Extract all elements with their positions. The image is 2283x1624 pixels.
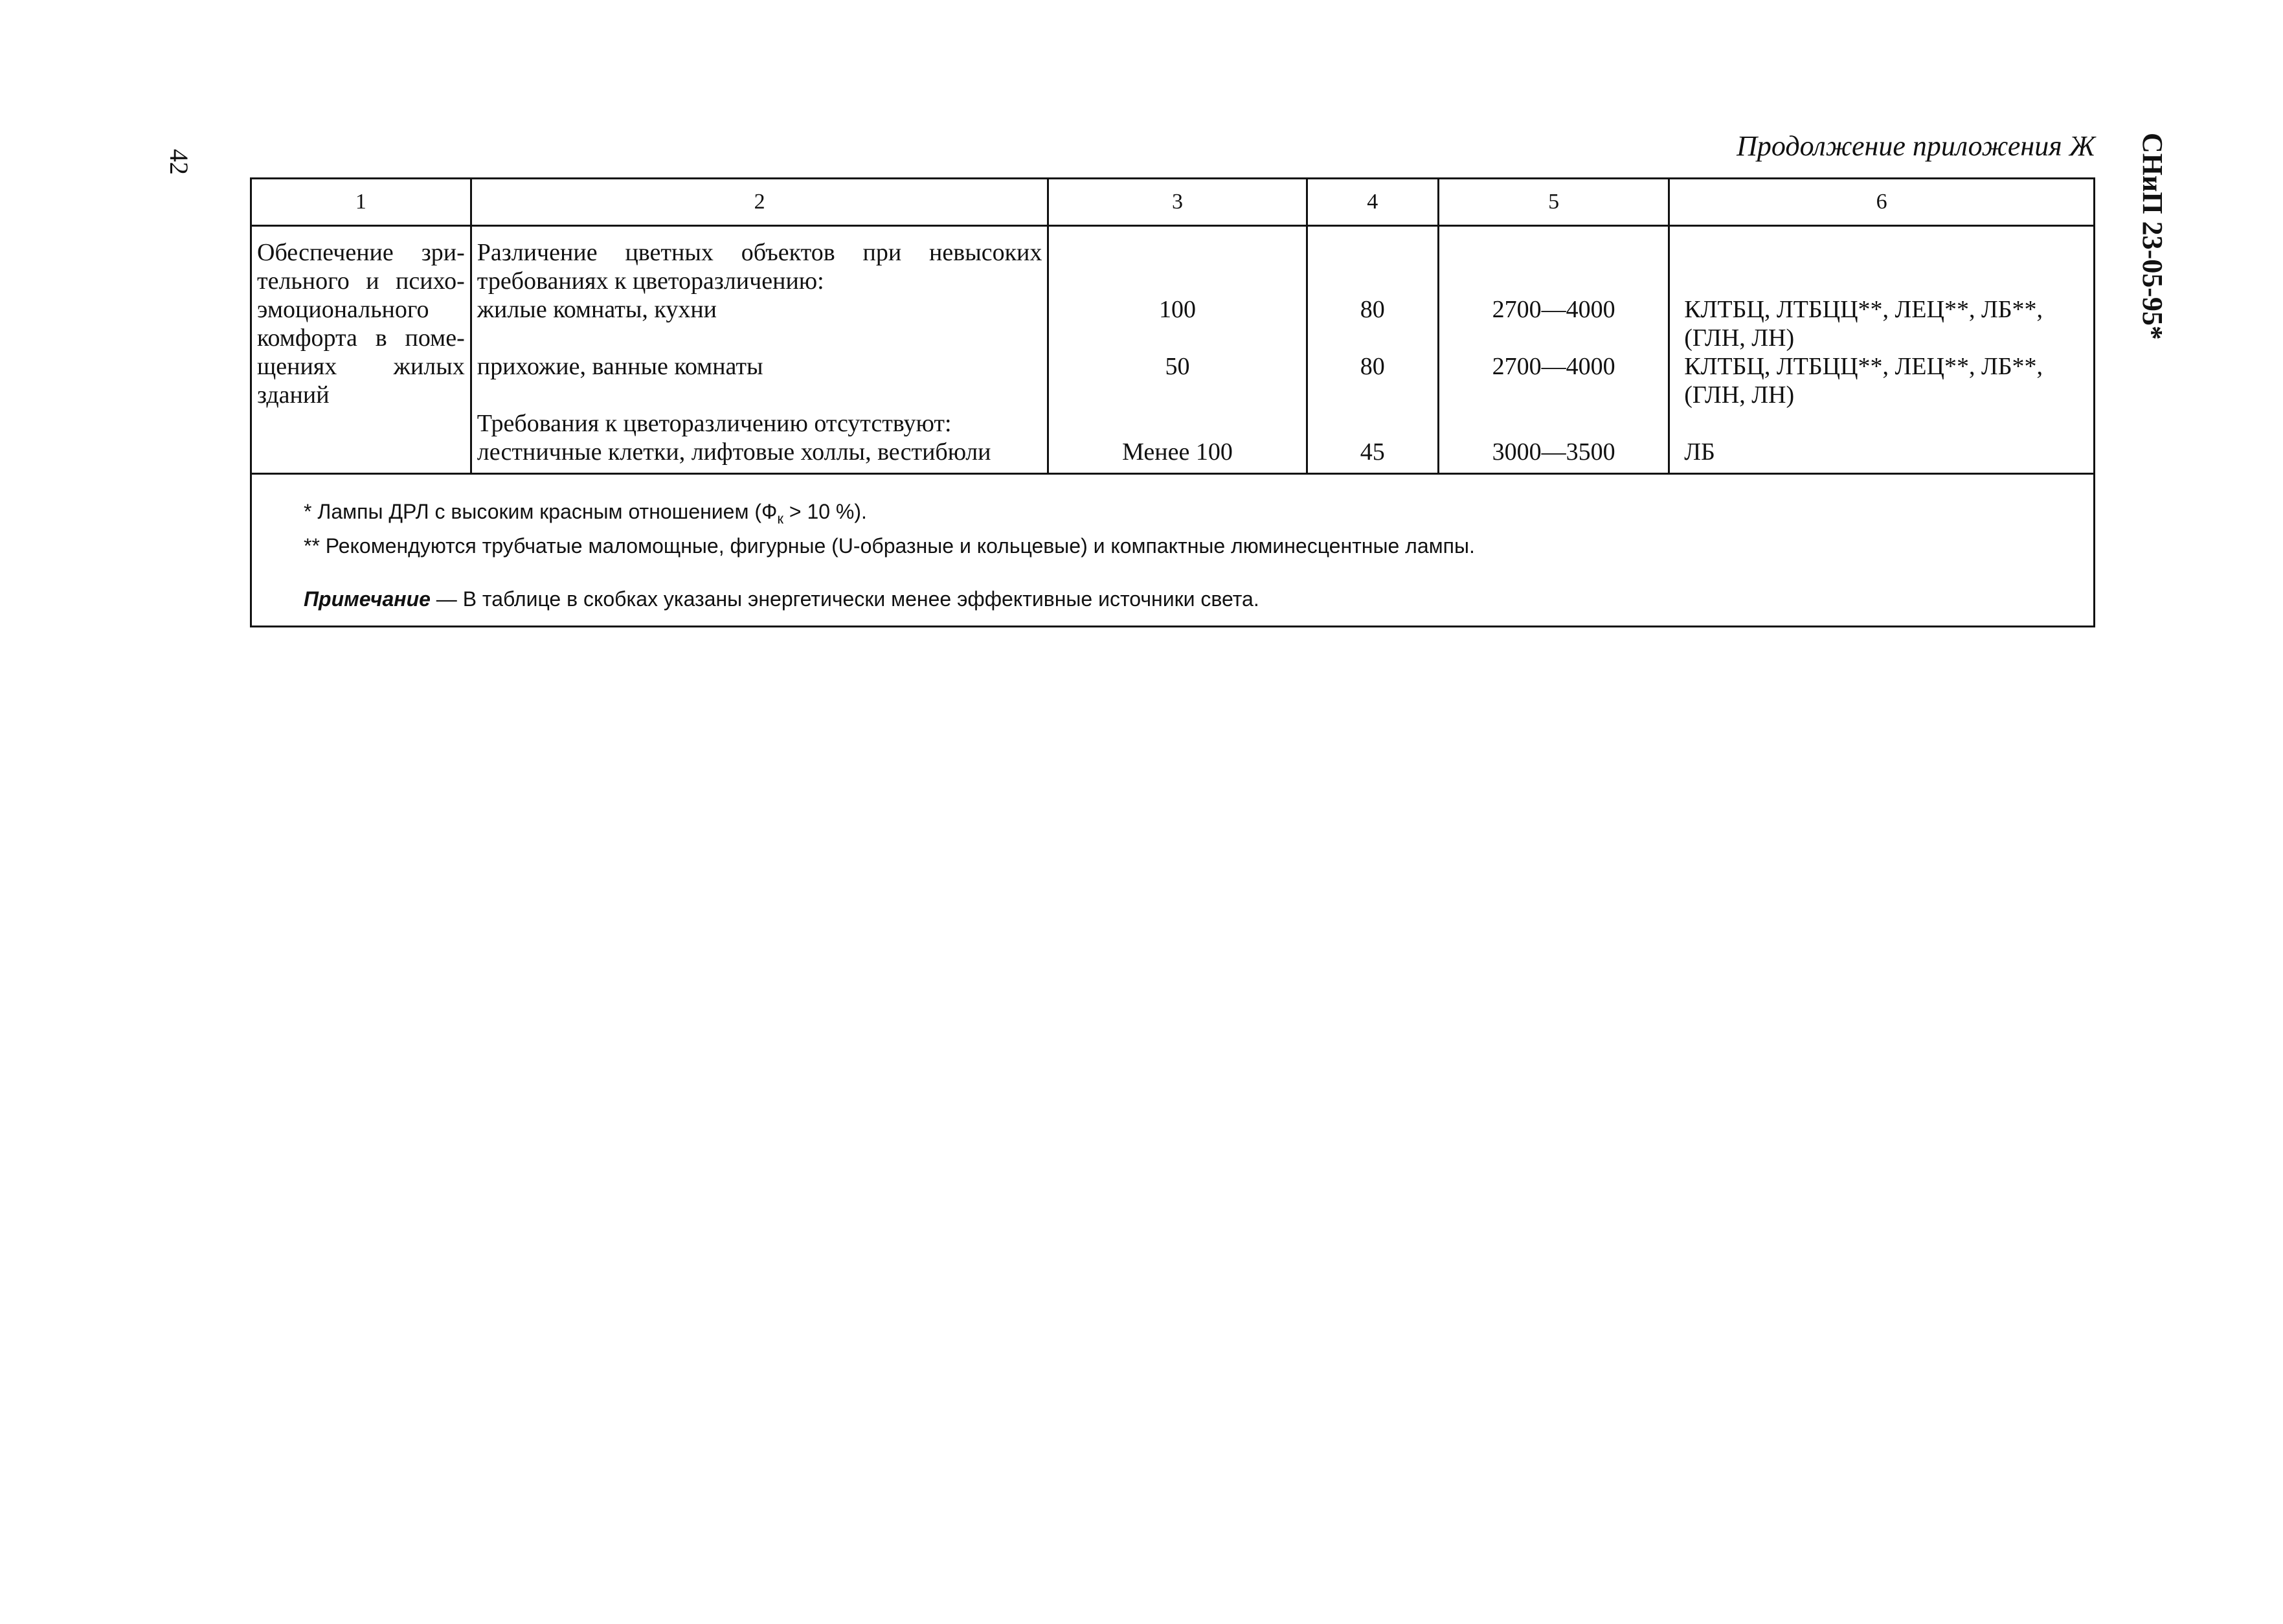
purpose-cell: [251, 226, 471, 474]
cell-line: прихожие, ванные комнаты: [477, 353, 763, 380]
cell-line: [477, 381, 1042, 409]
cell-line: [1313, 381, 1432, 409]
cell-line: 80: [1360, 353, 1385, 380]
cell-line: [1313, 324, 1432, 352]
cell-line: [1445, 238, 1663, 267]
column-header: 2: [471, 179, 1048, 226]
continuation-heading: Продолжение приложения Ж: [1737, 130, 2095, 162]
cell-line: [1313, 267, 1432, 295]
cell-line: комфорта в поме-: [257, 324, 465, 352]
cell-line: [1684, 267, 2088, 295]
notes-row: [251, 474, 2095, 627]
cell-line: [1054, 409, 1300, 438]
note-text: — В таблице в скобках указаны энергетически менее эффективные источники света.: [430, 587, 1259, 611]
cell-line: [1313, 238, 1432, 267]
cell-line: [1684, 238, 2088, 267]
cell-line: 2700—4000: [1492, 353, 1615, 380]
footnote-text: * Лампы ДРЛ с высоким красным отношением (Ф: [304, 500, 778, 523]
cell-line: [1054, 238, 1300, 267]
cell-line: [1054, 267, 1300, 295]
column-header: 1: [251, 179, 471, 226]
cell-line: эмоционального: [257, 296, 429, 323]
color-rendering-cell: [1307, 226, 1438, 474]
cell-line: 45: [1360, 438, 1385, 466]
column-header: 5: [1438, 179, 1669, 226]
cell-line: (ГЛН, ЛН): [1684, 324, 1795, 352]
cell-line: [1445, 409, 1663, 438]
cell-line: тельного и психо-: [257, 267, 465, 295]
cell-line: [1445, 324, 1663, 352]
table-header-row: [251, 179, 2095, 226]
cell-line: [1684, 409, 2088, 438]
footnote-subscript: к: [777, 510, 783, 527]
cell-line: [1054, 324, 1300, 352]
column-header: 4: [1307, 179, 1438, 226]
cell-line: 80: [1360, 296, 1385, 323]
cell-line: КЛТБЦ, ЛТБЦЦ**, ЛЕЦ**, ЛБ**,: [1684, 296, 2043, 323]
page-number: 42: [164, 149, 194, 175]
lamp-type-cell: [1669, 226, 2095, 474]
cell-line: [477, 324, 1042, 352]
cell-line: КЛТБЦ, ЛТБЦЦ**, ЛЕЦ**, ЛБ**,: [1684, 353, 2043, 380]
table-note: [304, 585, 2041, 613]
column-header: 3: [1048, 179, 1307, 226]
notes-cell: [251, 474, 2095, 627]
cell-line: щениях жилых: [257, 353, 465, 380]
cell-line: [1313, 409, 1432, 438]
cell-line: [1054, 381, 1300, 409]
cell-line: жилые комнаты, кухни: [477, 296, 717, 323]
color-temperature-cell: [1438, 226, 1669, 474]
cell-line: 100: [1158, 296, 1196, 323]
cell-line: требованиях к цветоразличению:: [477, 267, 824, 295]
table-row: [251, 226, 2095, 474]
illuminance-cell: [1048, 226, 1307, 474]
cell-line: зданий: [257, 381, 330, 409]
cell-line: (ГЛН, ЛН): [1684, 381, 1795, 409]
footnote-2: ** Рекомендуются трубчатые маломощные, фигурные (U-образные и кольцевые) и компактные люминесцентные лампы.: [304, 534, 1475, 558]
cell-line: Требования к цветоразличению отсутствуют:: [477, 410, 952, 437]
cell-line: 3000—3500: [1492, 438, 1615, 466]
cell-line: Менее 100: [1122, 438, 1233, 466]
cell-line: [1445, 267, 1663, 295]
column-header: 6: [1669, 179, 2095, 226]
cell-line: 2700—4000: [1492, 296, 1615, 323]
footnote-1: [304, 498, 2041, 532]
cell-line: Различение цветных объектов при невысоких: [477, 239, 1042, 266]
note-label: Примечание: [304, 587, 431, 611]
appendix-table: [250, 177, 2095, 627]
cell-line: 50: [1165, 353, 1190, 380]
document-code: СНиП 23-05-95*: [2137, 133, 2168, 340]
footnote-text: > 10 %).: [783, 500, 867, 523]
cell-line: лестничные клетки, лифтовые холлы, вестибюли: [477, 438, 991, 466]
room-type-cell: [471, 226, 1048, 474]
cell-line: [1445, 381, 1663, 409]
cell-line: Обеспечение зри-: [257, 239, 465, 266]
cell-line: ЛБ: [1684, 438, 1715, 466]
